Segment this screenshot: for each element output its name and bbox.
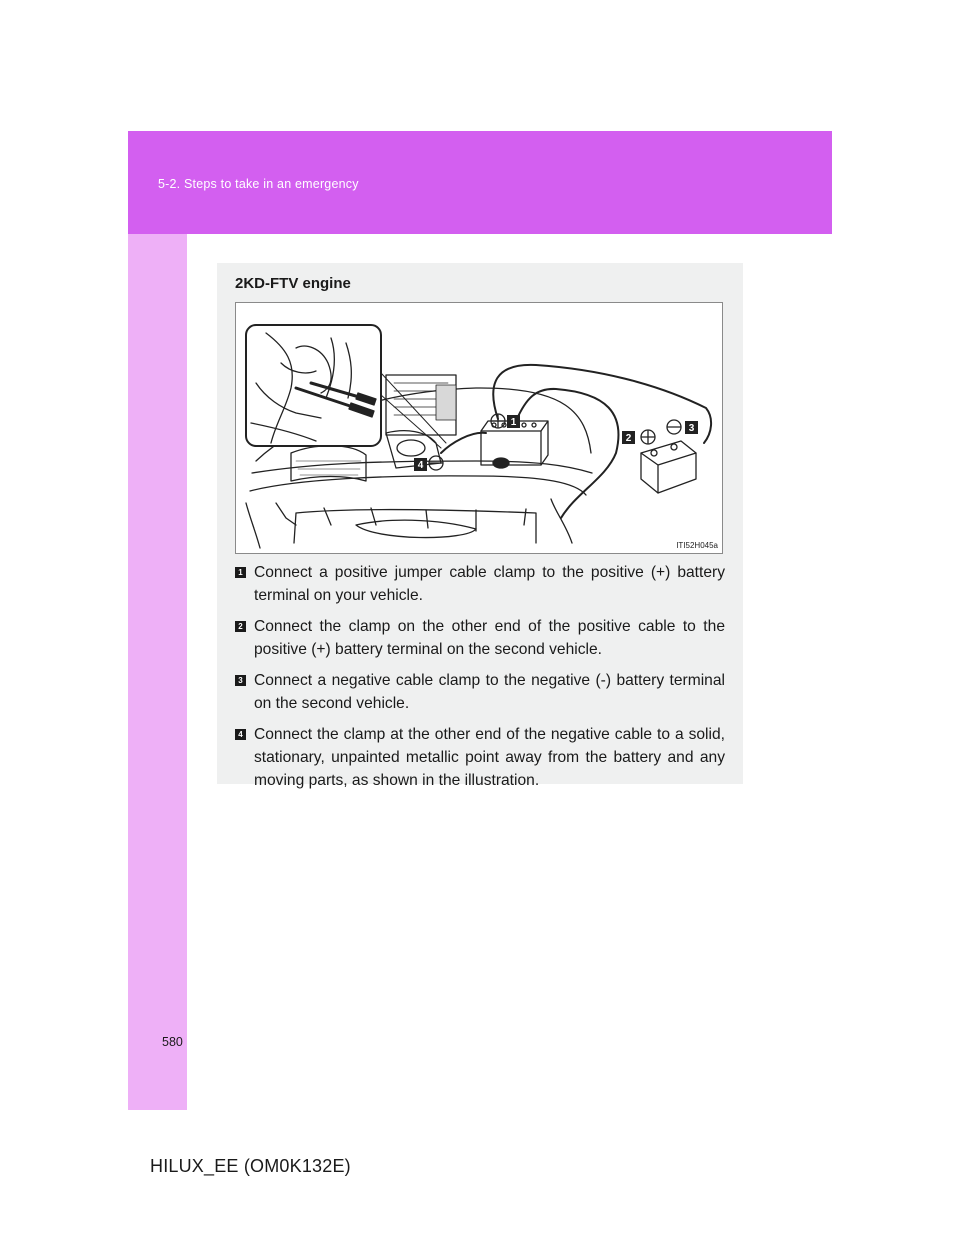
panel-title: 2KD-FTV engine	[235, 275, 351, 292]
step-list	[235, 561, 725, 800]
callout-2: 2	[625, 433, 632, 444]
page-number: 580	[162, 1035, 183, 1049]
step-marker: 3	[235, 675, 246, 686]
section-header-band	[128, 131, 832, 234]
engine-bay-drawing	[236, 303, 722, 553]
side-tab-strip	[128, 234, 187, 1110]
callout-3: 3	[688, 423, 695, 434]
callout-1: 1	[510, 417, 517, 428]
step-marker: 2	[235, 621, 246, 632]
step-text: Connect the clamp on the other end of the positive cable to the positive (+) battery terminal on the second vehicle.	[254, 618, 725, 658]
jump-start-illustration	[235, 302, 723, 554]
step-text: Connect a positive jumper cable clamp to the positive (+) battery terminal on your vehicle.	[254, 564, 725, 604]
step-text: Connect a negative cable clamp to the negative (-) battery terminal on the second vehicle.	[254, 672, 725, 712]
callout-4: 4	[417, 460, 424, 471]
step-marker: 4	[235, 729, 246, 740]
section-title: 5-2. Steps to take in an emergency	[158, 177, 359, 191]
step-item	[235, 669, 725, 715]
step-item	[235, 615, 725, 661]
info-panel	[217, 263, 743, 789]
step-marker: 1	[235, 567, 246, 578]
step-item	[235, 561, 725, 607]
footer-model-code: HILUX_EE (OM0K132E)	[150, 1156, 351, 1176]
step-text: Connect the clamp at the other end of the negative cable to a solid, stationary, unpainted metallic point away from the battery and any moving parts, as shown in the illustration.	[254, 726, 725, 789]
figure-code: ITI52H045a	[676, 541, 718, 550]
step-item	[235, 723, 725, 792]
